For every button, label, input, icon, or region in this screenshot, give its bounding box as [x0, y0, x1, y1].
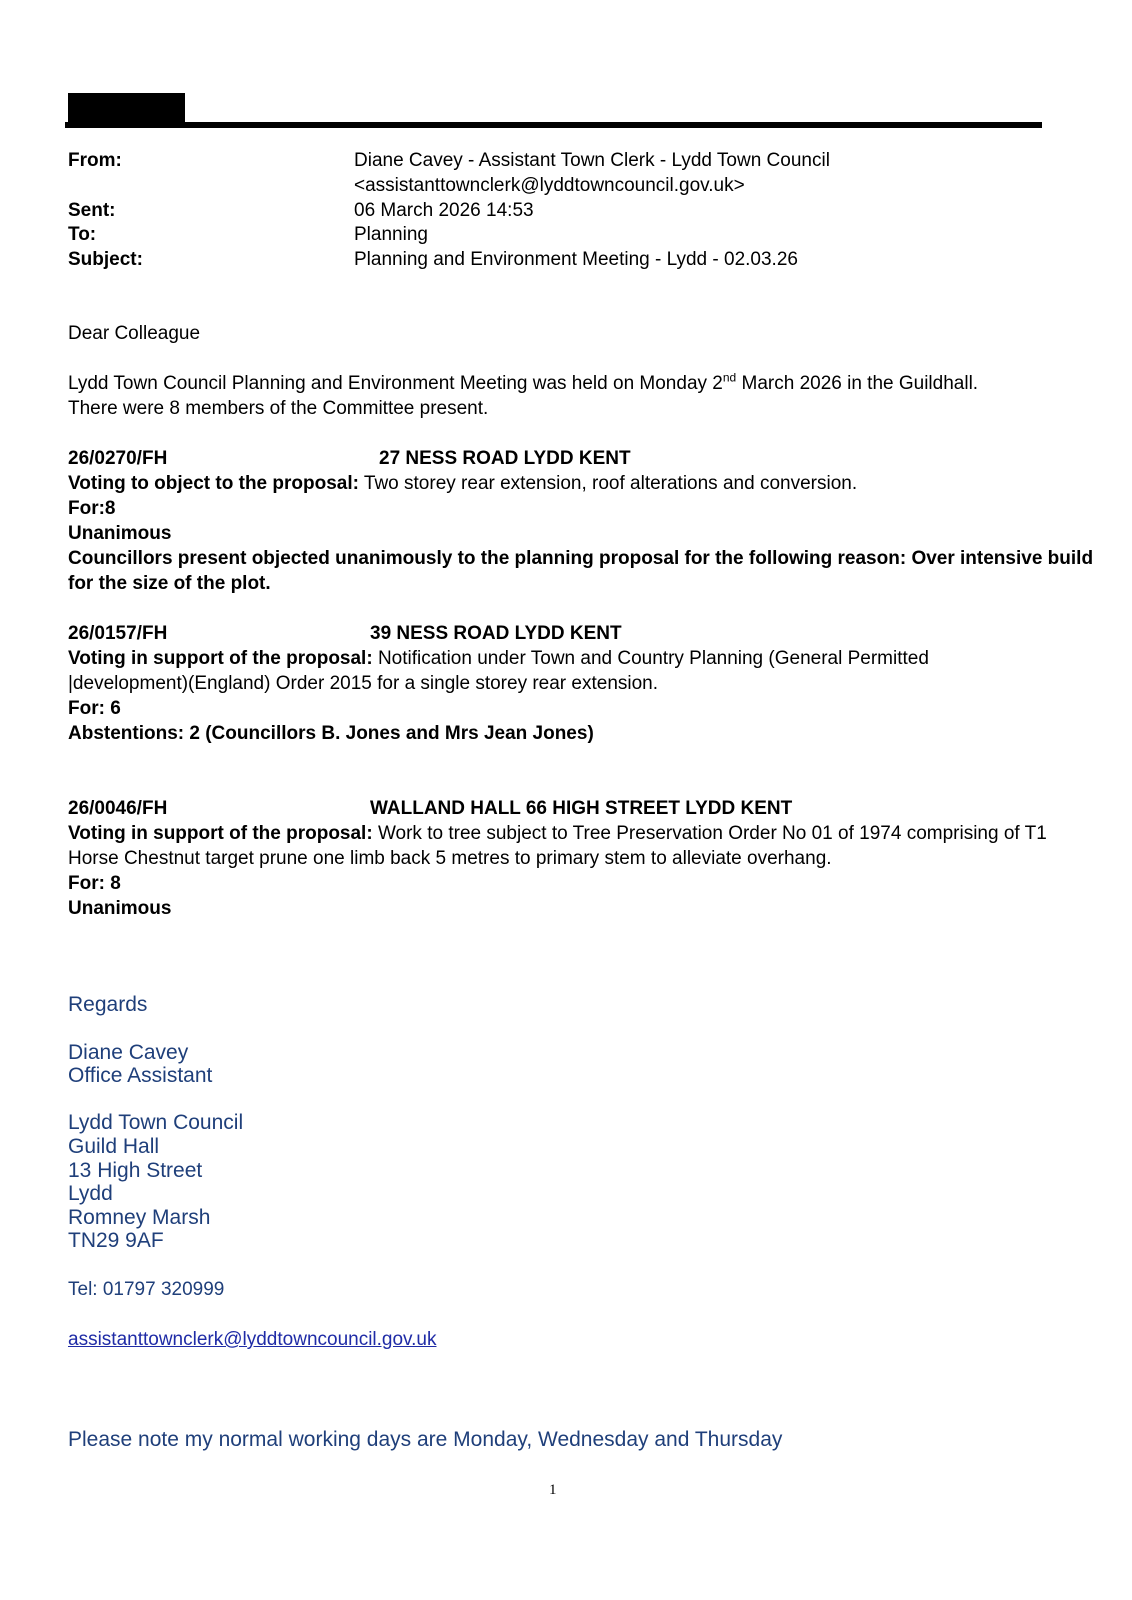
regards: Regards	[68, 993, 148, 1016]
intro-superscript: nd	[722, 370, 737, 385]
proposal-description-cont: |development)(England) Order 2015 for a single storey rear extension.	[68, 673, 659, 694]
vote-line	[68, 821, 1047, 846]
vote-label: Voting in support of the proposal:	[68, 648, 373, 669]
address-line: 13 High Street	[68, 1159, 203, 1182]
page-number: 1	[549, 1482, 557, 1498]
objection-reason-cont: for the size of the plot.	[68, 573, 271, 594]
greeting: Dear Colleague	[68, 323, 201, 344]
application-ref: 26/0270/FH	[68, 448, 168, 469]
objection-reason: Councillors present objected unanimously to the planning proposal for the following reason: Over intensive build	[68, 548, 1094, 569]
to-value: Planning	[354, 224, 428, 245]
intro-text-end: March 2026 in the Guildhall.	[736, 373, 979, 394]
from-email: <assistanttownclerk@lyddtowncouncil.gov.uk>	[354, 175, 745, 196]
sent-label: Sent:	[68, 200, 116, 221]
header-rule	[65, 122, 1042, 128]
proposal-description: Notification under Town and Country Planning (General Permitted	[372, 648, 929, 669]
signature-title: Office Assistant	[68, 1064, 213, 1087]
proposal-description: Two storey rear extension, roof alterations and conversion.	[358, 473, 858, 494]
address-line: Lydd Town Council	[68, 1111, 244, 1134]
vote-line	[68, 471, 857, 496]
application-address: WALLAND HALL 66 HIGH STREET LYDD KENT	[370, 798, 793, 819]
abstentions: Abstentions: 2 (Councillors B. Jones and Mrs Jean Jones)	[68, 723, 594, 744]
to-label: To:	[68, 224, 97, 245]
address-line: Lydd	[68, 1182, 113, 1205]
sent-value: 06 March 2026 14:53	[354, 200, 534, 221]
votes-for: For:8	[68, 498, 116, 519]
proposal-description: Work to tree subject to Tree Preservation Order No 01 of 1974 comprising of T1	[372, 823, 1047, 844]
vote-label: Voting to object to the proposal:	[68, 473, 359, 494]
email-link[interactable]: assistanttownclerk@lyddtowncouncil.gov.uk	[68, 1329, 437, 1350]
votes-for: For: 6	[68, 698, 121, 719]
intro-text: Lydd Town Council Planning and Environment Meeting was held on Monday 2	[68, 373, 723, 394]
working-days-note: Please note my normal working days are Monday, Wednesday and Thursday	[68, 1428, 783, 1451]
vote-result: Unanimous	[68, 523, 172, 544]
address-line: Guild Hall	[68, 1135, 160, 1158]
vote-label: Voting in support of the proposal:	[68, 823, 373, 844]
signature-name: Diane Cavey	[68, 1041, 189, 1064]
redaction-block	[68, 93, 185, 123]
intro-line-1	[68, 371, 978, 396]
address-line: TN29 9AF	[68, 1229, 164, 1252]
address-line: Romney Marsh	[68, 1206, 211, 1229]
subject-label: Subject:	[68, 249, 143, 270]
proposal-description-cont: Horse Chestnut target prune one limb back 5 metres to primary stem to alleviate overhang.	[68, 848, 832, 869]
telephone: Tel: 01797 320999	[68, 1279, 225, 1300]
vote-line	[68, 646, 929, 671]
intro-line-2: There were 8 members of the Committee present.	[68, 398, 489, 419]
votes-for: For: 8	[68, 873, 121, 894]
from-value: Diane Cavey - Assistant Town Clerk - Lydd Town Council	[354, 150, 830, 171]
from-label: From:	[68, 150, 122, 171]
application-address: 27 NESS ROAD LYDD KENT	[379, 448, 631, 469]
vote-result: Unanimous	[68, 898, 172, 919]
application-ref: 26/0046/FH	[68, 798, 168, 819]
subject-value: Planning and Environment Meeting - Lydd - 02.03.26	[354, 249, 798, 270]
application-ref: 26/0157/FH	[68, 623, 168, 644]
application-address: 39 NESS ROAD LYDD KENT	[370, 623, 622, 644]
